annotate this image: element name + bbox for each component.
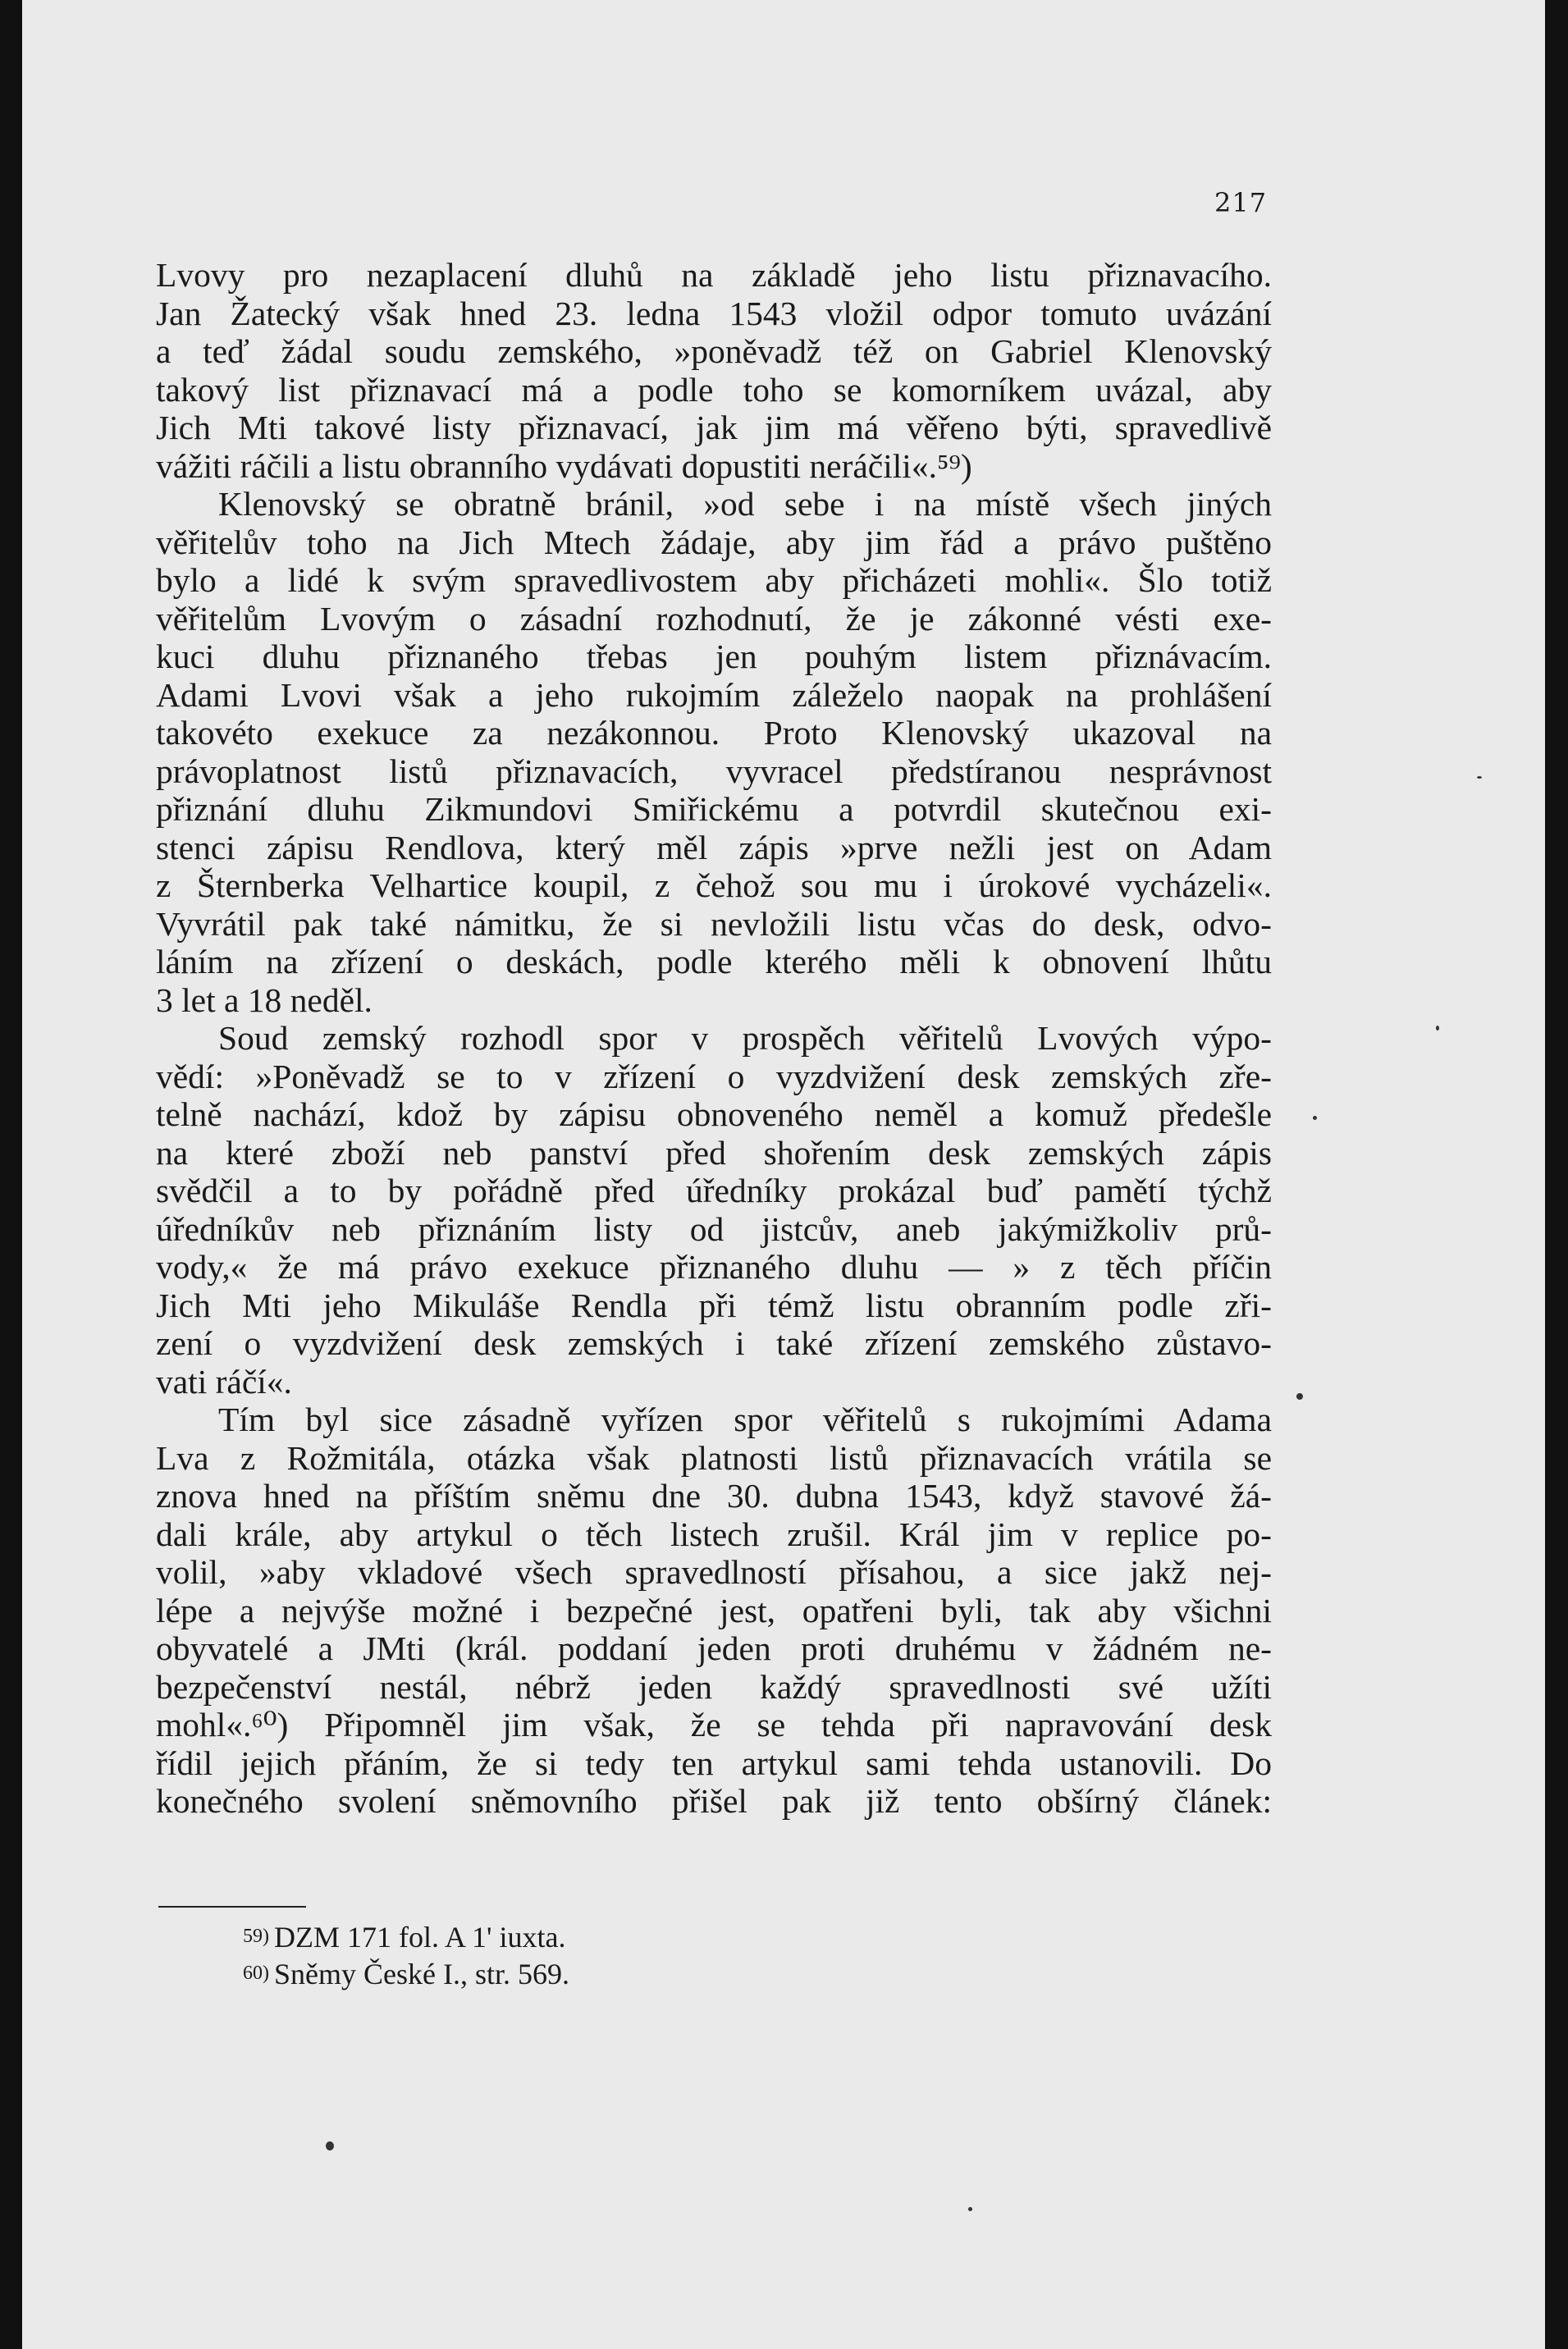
body-text xyxy=(156,256,1272,1821)
text-line: bezpečenství nestál, nébrž jeden každý spravedlnosti své užíti xyxy=(156,1667,1272,1706)
text-line: Lvovy pro nezaplacení dluhů na základě jeho listu přiznavacího. xyxy=(156,256,1272,294)
text-line: obyvatelé a JMti (král. poddaní jeden proti druhému v žádném ne- xyxy=(156,1629,1272,1667)
scan-speck xyxy=(1436,1026,1439,1031)
text-line: Jan Žatecký však hned 23. ledna 1543 vložil odpor tomuto uvázání xyxy=(156,294,1272,332)
text-line: úředníkův neb přiznáním listy od jistcův, aneb jakýmižkoliv prů- xyxy=(156,1209,1272,1248)
text-line: bylo a lidé k svým spravedlivostem aby přicházeti mohli«. Šlo totiž xyxy=(156,561,1272,599)
footnote-text: Sněmy České I., str. 569. xyxy=(274,1958,569,1990)
text-line: volil, »aby vkladové všech spravedlností přísahou, a sice jakž nej- xyxy=(156,1553,1272,1591)
text-line: telně nachází, kdož by zápisu obnoveného neměl a komuž předešle xyxy=(156,1095,1272,1133)
text-line: takový list přiznavací má a podle toho se komorníkem uvázal, aby xyxy=(156,370,1272,409)
footnote-text: DZM 171 fol. A 1' iuxta. xyxy=(274,1921,566,1954)
text-line: z Šternberka Velhartice koupil, z čehož sou mu i úrokové vycházeli«. xyxy=(156,866,1272,904)
text-line: kuci dluhu přiznaného třebas jen pouhým listem přiznávacím. xyxy=(156,638,1272,675)
text-line: věřitelům Lvovým o zásadní rozhodnutí, že je zákonné vésti exe- xyxy=(156,599,1272,638)
text-line: takovéto exekuce za nezákonnou. Proto Klenovský ukazoval na xyxy=(156,714,1272,752)
text-line: Jich Mti takové listy přiznavací, jak jim má věřeno býti, spravedlivě xyxy=(156,409,1272,446)
text-line: lépe a nejvýše možné i bezpečné jest, opatřeni byli, tak aby všichni xyxy=(156,1591,1272,1629)
footnotes xyxy=(243,1918,569,1992)
text-line: láním na zřízení o deskách, podle kterého měli k obnovení lhůtu xyxy=(156,943,1272,980)
footnote-mark: 59) xyxy=(243,1926,269,1947)
text-line: a teď žádal soudu zemského, »poněvadž též on Gabriel Klenovský xyxy=(156,332,1272,370)
scan-speck xyxy=(1296,1393,1303,1400)
text-line: svědčil a to by pořádně před úředníky prokázal buď pamětí týchž xyxy=(156,1172,1272,1209)
scan-speck xyxy=(326,2141,334,2150)
text-line: vědí: »Poněvadž se to v zřízení o vyzdvižení desk zemských zře- xyxy=(156,1057,1272,1095)
footnote-60 xyxy=(243,1955,569,1992)
text-line: přiznání dluhu Zikmundovi Smiřickému a potvrdil skutečnou exi- xyxy=(156,790,1272,828)
text-line: Soud zemský rozhodl spor v prospěch věřitelů Lvových výpo- xyxy=(218,1019,1272,1057)
scan-speck xyxy=(968,2207,972,2211)
text-line: Tím byl sice zásadně vyřízen spor věřitelů s rukojmími Adama xyxy=(218,1401,1272,1438)
text-line: zení o vyzdvižení desk zemských i také zřízení zemského zůstavo- xyxy=(156,1324,1272,1362)
text-line: vody,« že má právo exekuce přiznaného dluhu — » z těch příčin xyxy=(156,1248,1272,1286)
scan-border-left xyxy=(0,0,22,2349)
text-line: Adami Lvovi však a jeho rukojmím záleželo naopak na prohlášení xyxy=(156,675,1272,714)
text-line: znova hned na příštím sněmu dne 30. dubna 1543, když stavové žá- xyxy=(156,1477,1272,1515)
text-line: Vyvrátil pak také námitku, že si nevložili listu včas do desk, odvo- xyxy=(156,904,1272,943)
text-line: Lva z Rožmitála, otázka však platnosti listů přiznavacích vrátila se xyxy=(156,1438,1272,1477)
text-line: dali krále, aby artykul o těch listech zrušil. Král jim v replice po- xyxy=(156,1515,1272,1553)
text-line: věřitelův toho na Jich Mtech žádaje, aby jim řád a právo puštěno xyxy=(156,523,1272,561)
footnote-divider xyxy=(158,1906,306,1908)
text-line: mohl«.⁶⁰) Připomněl jim však, že se tehda při napravování desk xyxy=(156,1706,1272,1743)
text-line: Jich Mti jeho Mikuláše Rendla při témž listu obranním podle zři- xyxy=(156,1286,1272,1324)
text-line: 3 let a 18 neděl. xyxy=(156,980,373,1019)
footnote-mark: 60) xyxy=(243,1963,269,1984)
page-number: 217 xyxy=(1214,187,1268,218)
text-line: na které zboží neb panství před shořením desk zemských zápis xyxy=(156,1133,1272,1172)
text-line: Klenovský se obratně bránil, »od sebe i na místě všech jiných xyxy=(218,485,1272,523)
footnote-59 xyxy=(243,1918,569,1955)
scan-speck xyxy=(1477,776,1482,779)
scan-speck xyxy=(1313,1116,1317,1120)
text-line: vati ráčí«. xyxy=(156,1362,292,1401)
text-line: vážiti ráčili a listu obranního vydávati dopustiti neráčili«.⁵⁹) xyxy=(156,446,972,485)
text-line: řídil jejich přáním, že si tedy ten artykul sami tehda ustanovili. Do xyxy=(156,1743,1272,1782)
text-line: právoplatnost listů přiznavacích, vyvracel předstíranou nesprávnost xyxy=(156,752,1272,790)
text-line: stenci zápisu Rendlova, který měl zápis »prve nežli jest on Adam xyxy=(156,828,1272,866)
text-line: konečného svolení sněmovního přišel pak již tento obšírný článek: xyxy=(156,1782,1272,1820)
scan-border-right xyxy=(1545,0,1568,2349)
